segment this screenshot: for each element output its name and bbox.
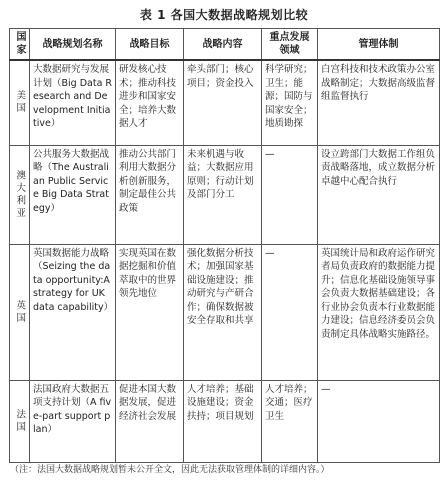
header-management: 管理体制 xyxy=(318,29,440,61)
table-title: 表 1 各国大数据战略规划比较 xyxy=(139,8,309,22)
management-cell: 英国统计局和政府运作研究者局负责政府的数据能力提升；信息化基础设施领导事会负责大数据基础建设；各行业协会负责本行业数据能力建设；信息经济委员会负责制定具体战略实施路径。 xyxy=(318,244,440,380)
goal-cell: 实现英国在数据挖掘和价值萃取中的世界领先地位 xyxy=(116,244,184,380)
country-cell: 澳大利亚 xyxy=(10,145,30,244)
header-row xyxy=(10,29,440,61)
header-goal: 战略目标 xyxy=(116,29,184,61)
header-content: 战略内容 xyxy=(184,29,262,61)
focus-cell: 科学研究；卫生；能源；国防与国家安全；地质勘探 xyxy=(262,60,318,145)
country-cell: 英国 xyxy=(10,244,30,380)
focus-cell: 人才培养；交通；医疗卫生 xyxy=(262,380,318,462)
goal-cell: 推动公共部门利用大数据分析创新服务，制定最佳公共政策 xyxy=(116,145,184,244)
plan-cell: 英国数据能力战略（Seizing the data opportunity:A strategy for UK data capability） xyxy=(30,244,116,380)
content-cell: 牵头部门；核心项目；资金投入 xyxy=(184,60,262,145)
content-cell: 强化数据分析技术；加强国家基础设施建设；推动研究与产研合作；确保数据被安全存取和共享 xyxy=(184,244,262,380)
table-row xyxy=(10,244,440,380)
footnote: （注：法国大数据战略规划暂未公开全文，因此无法获取管理体制的详细内容。） xyxy=(10,465,330,475)
country-cell: 法国 xyxy=(10,380,30,462)
content-cell: 未来机遇与收益；大数据应用原则；行动计划及部门分工 xyxy=(184,145,262,244)
country-cell: 美国 xyxy=(10,60,30,145)
content-cell: 人才培养；基础设施建设；资金扶持；项目规划 xyxy=(184,380,262,462)
table-row xyxy=(10,60,440,145)
header-country: 国家 xyxy=(10,29,30,61)
focus-cell: — xyxy=(262,244,318,380)
plan-cell: 法国政府大数据五项支持计划（A five-part support plan） xyxy=(30,380,116,462)
comparison-table xyxy=(9,28,440,463)
table-row xyxy=(10,145,440,244)
goal-cell: 促进本国大数据发展，促进经济社会发展 xyxy=(116,380,184,462)
plan-cell: 大数据研究与发展计划（Big Data Research and Development Initiative） xyxy=(30,60,116,145)
header-plan: 战略规划名称 xyxy=(30,29,116,61)
management-cell: 设立跨部门大数据工作组负责战略落地，成立数据分析卓越中心配合执行 xyxy=(318,145,440,244)
goal-cell: 研发核心技术；推动科技进步和国家安全；培养大数据人才 xyxy=(116,60,184,145)
table-row xyxy=(10,380,440,462)
focus-cell: — xyxy=(262,145,318,244)
management-cell: — xyxy=(318,380,440,462)
plan-cell: 公共服务大数据战略（The Australian Public Service Big Data Strategy） xyxy=(30,145,116,244)
management-cell: 白宫科技和技术政策办公室战略制定；大数据高级监督组监督执行 xyxy=(318,60,440,145)
header-focus: 重点发展领域 xyxy=(262,29,318,61)
